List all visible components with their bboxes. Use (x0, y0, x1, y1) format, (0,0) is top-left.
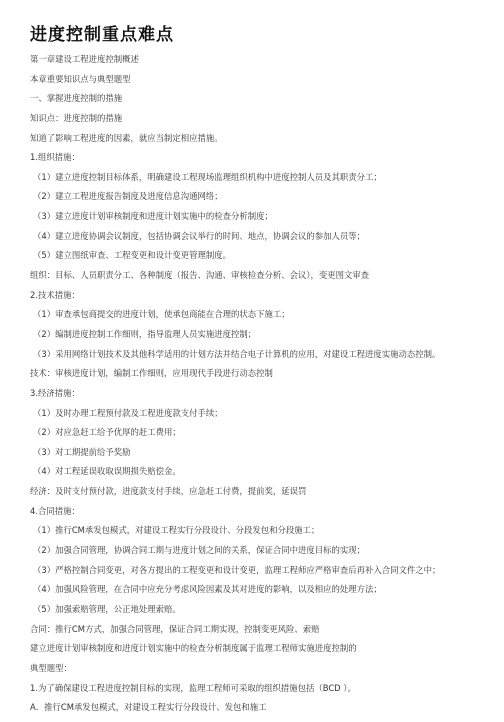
body-line: 第一章建设工程进度控制概述 (30, 54, 139, 64)
body-line: （5）建立图纸审查、工程变更和设计变更管理制度。 (33, 250, 231, 261)
body-line: 1.为了确保建设工程进度控制目标的实现，监理工程师可采取的组织措施包括（BCD ）。 (30, 682, 356, 693)
body-line: 经济：及时支付预付款，进度款支付手续，应急赶工付费，提前奖，延误罚 (30, 486, 307, 497)
body-line: 知识点：进度控制的措施 (30, 112, 123, 123)
body-line: （3）对工期提前给予奖励 (33, 446, 131, 457)
body-line: （2）对应急赶工给予优厚的赶工费用； (33, 427, 181, 438)
body-line: 典型题型： (30, 662, 72, 673)
body-line: （2）编制进度控制工作细则，指导监理人员实施进度控制； (33, 328, 257, 339)
body-line: 3.经济措施： (30, 387, 80, 398)
document-body (30, 54, 500, 722)
body-line: 建立进度计划审核制度和进度计划实施中的检查分析制度属于监理工程师实施进度控制的 (30, 643, 357, 654)
body-line: A．推行CM承发包模式，对建设工程实行分段设计、发包和施工 (30, 702, 267, 713)
body-line: 合同：推行CM方式，加强合同管理，保证合同工期实现，控制变更风险、索赔 (30, 623, 320, 634)
body-line: 1.组织措施： (30, 152, 80, 163)
body-line: 知道了影响工程进度的因素，就应当制定相应措施。 (30, 132, 223, 143)
body-line: 一、掌握进度控制的措施 (30, 93, 123, 104)
body-line: 技术：审核进度计划，编制工作细则，应用现代手段进行动态控制 (30, 368, 273, 379)
body-line: （3）采用网络计划技术及其他科学适用的计划方法并结合电子计算机的应用，对建设工程进度实施动态控制。 (33, 348, 441, 359)
body-line: 本章重要知识点与典型题型 (30, 73, 131, 84)
body-line: （1）审查承包商提交的进度计划，使承包商能在合理的状态下施工； (33, 309, 290, 320)
body-line: （1）建立进度控制目标体系，明确建设工程现场监理组织机构中进度控制人员及其职责分工； (33, 171, 382, 182)
body-line: （3）建立进度计划审核制度和进度计划实施中的检查分析制度； (33, 211, 273, 222)
body-line: （4）建立进度协调会议制度，包括协调会议举行的时间、地点，协调会议的参加人员等； (33, 230, 365, 241)
body-line: （3）严格控制合同变更，对各方提出的工程变更和设计变更，监理工程师应严格审查后再补入合同文件之中； (33, 564, 441, 575)
body-line: 组织：目标、人员职责分工、各种制度（报告、沟通、审核检查分析、会议），变更图文审查 (30, 270, 370, 281)
body-line: （1）推行CM承发包模式，对建设工程实行分段设计、分段发包和分段施工； (33, 525, 320, 536)
body-line: （2）加强合同管理，协调合同工期与进度计划之间的关系，保证合同中进度目标的实现； (33, 545, 365, 556)
body-line: （1）及时办理工程预付款及工程进度款支付手续； (33, 407, 223, 418)
body-line: （4）对工程延误收取误期损失赔偿金。 (33, 466, 181, 477)
body-line: （5）加强索赔管理，公正地处理索赔。 (33, 603, 181, 614)
document-title: 进度控制重点难点 (30, 25, 174, 45)
body-line: 2.技术措施： (30, 289, 80, 300)
body-line: （2）建立工程进度报告制度及进度信息沟通网络； (33, 191, 223, 202)
body-line: （4）加强风险管理，在合同中应充分考虑风险因素及其对进度的影响，以及相应的处理方法； (33, 584, 382, 595)
body-line: 4.合同措施： (30, 505, 80, 516)
